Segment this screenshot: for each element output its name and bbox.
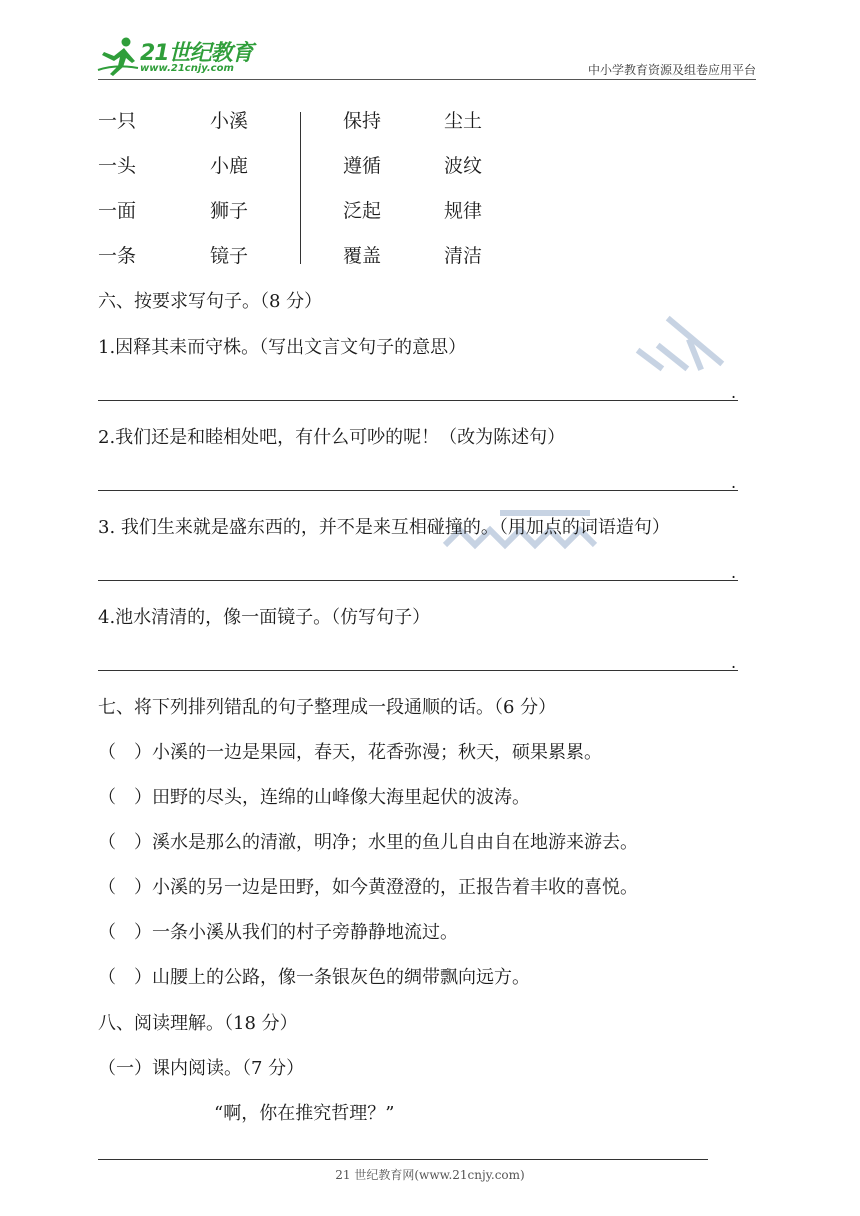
- word-table-divider: [300, 112, 301, 264]
- answer-line[interactable]: [98, 580, 738, 581]
- header-platform-text: 中小学教育资源及组卷应用平台: [587, 63, 756, 77]
- logo-url: www.21cnjy.com: [140, 63, 234, 74]
- word-col1-item: 一面: [98, 200, 137, 222]
- word-col4-item: 尘土: [444, 110, 483, 132]
- question-item: 2.我们还是和睦相处吧，有什么可吵的呢！（改为陈述句）: [98, 427, 566, 448]
- site-logo: [96, 34, 261, 78]
- word-col4-item: 清洁: [444, 245, 483, 267]
- word-col3-item: 覆盖: [343, 245, 382, 267]
- question-item: 1.因释其耒而守株。（写出文言文句子的意思）: [98, 337, 467, 358]
- answer-end-dot: .: [731, 383, 737, 402]
- word-col1-item: 一只: [98, 110, 137, 132]
- section-7-title: 七、将下列排列错乱的句子整理成一段通顺的话。（6 分）: [98, 697, 557, 718]
- word-col2-item: 镜子: [210, 245, 249, 267]
- answer-line[interactable]: [98, 670, 738, 671]
- ordering-item[interactable]: （ ）小溪的另一边是田野，如今黄澄澄的，正报告着丰收的喜悦。: [98, 877, 638, 898]
- answer-end-dot: .: [731, 653, 737, 672]
- ordering-item[interactable]: （ ）田野的尽头，连绵的山峰像大海里起伏的波涛。: [98, 787, 530, 808]
- word-col3-item: 泛起: [343, 200, 382, 222]
- word-col2-item: 小鹿: [210, 155, 249, 177]
- word-col3-item: 保持: [343, 110, 382, 132]
- section-8-title: 八、阅读理解。（18 分）: [98, 1013, 298, 1034]
- answer-line[interactable]: [98, 400, 738, 401]
- word-col2-item: 小溪: [210, 110, 249, 132]
- ordering-item[interactable]: （ ）山腰上的公路，像一条银灰色的绸带飘向远方。: [98, 967, 530, 988]
- answer-end-dot: .: [731, 563, 737, 582]
- question-item: 4.池水清清的，像一面镜子。（仿写句子）: [98, 607, 431, 628]
- logo-text: 21世纪教育: [140, 41, 253, 66]
- word-col3-item: 遵循: [343, 155, 382, 177]
- word-col1-item: 一条: [98, 245, 137, 267]
- ordering-item[interactable]: （ ）小溪的一边是果园，春天，花香弥漫；秋天，硕果累累。: [98, 742, 602, 763]
- word-col4-item: 波纹: [444, 155, 483, 177]
- answer-line[interactable]: [98, 490, 738, 491]
- word-col4-item: 规律: [444, 200, 483, 222]
- ordering-item[interactable]: （ ）溪水是那么的清澈，明净；水里的鱼儿自由自在地游来游去。: [98, 832, 638, 853]
- runner-logo-icon: [96, 34, 140, 78]
- reading-quote: “啊，你在推究哲理？”: [214, 1103, 395, 1124]
- footer-divider: [98, 1159, 708, 1160]
- section-6-title: 六、按要求写句子。（8 分）: [98, 291, 323, 312]
- question-item: 3. 我们生来就是盛东西的，并不是来互相碰撞的。（用加点的词语造句）: [98, 517, 670, 538]
- word-col2-item: 狮子: [210, 200, 249, 222]
- header-divider: [98, 79, 756, 80]
- word-col1-item: 一头: [98, 155, 137, 177]
- ordering-item[interactable]: （ ）一条小溪从我们的村子旁静静地流过。: [98, 922, 458, 943]
- footer-text: 21 世纪教育网(www.21cnjy.com): [335, 1168, 525, 1182]
- watermark-decoration-icon: [630, 312, 730, 372]
- answer-end-dot: .: [731, 473, 737, 492]
- section-8-subtitle: （一）课内阅读。（7 分）: [98, 1058, 305, 1079]
